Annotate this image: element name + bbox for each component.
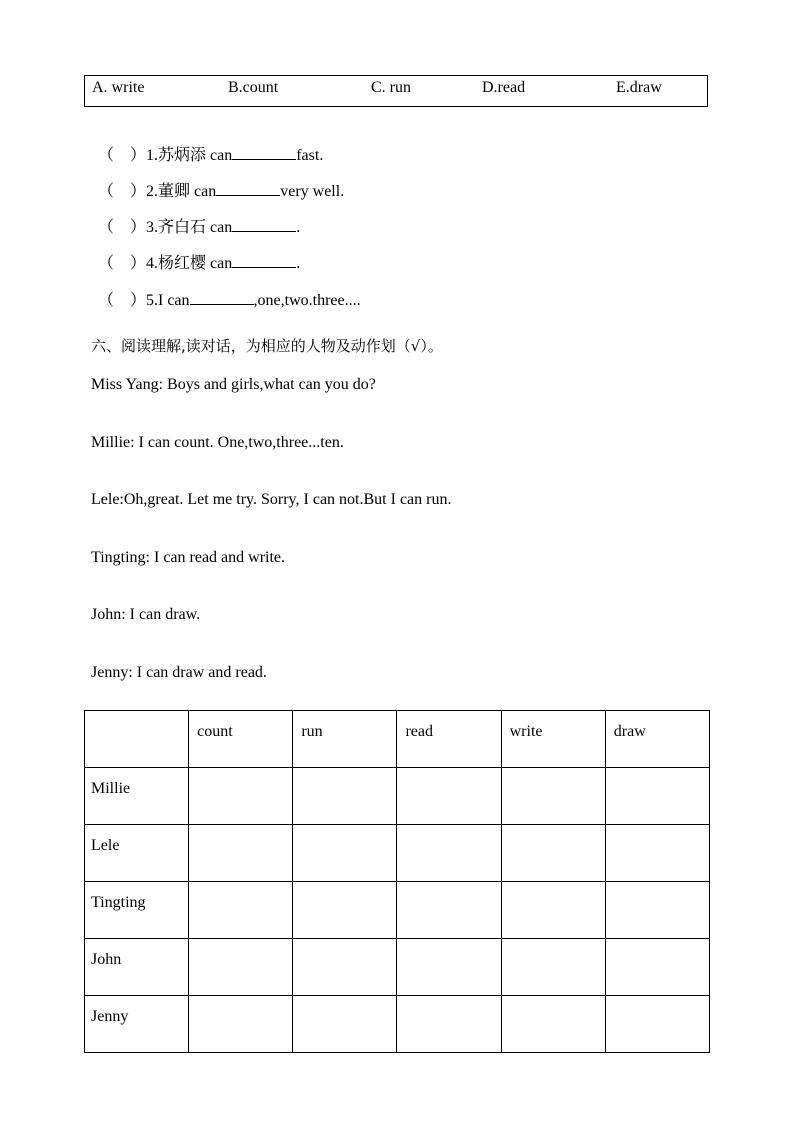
answer-paren[interactable]: （ ） <box>98 219 147 236</box>
word-option: E.draw <box>616 79 662 96</box>
answer-paren[interactable]: （ ） <box>98 147 147 164</box>
word-option: B.count <box>228 79 279 96</box>
check-cell[interactable] <box>189 825 293 882</box>
dialogue-line: Millie: I can count. One,two,three...ten. <box>91 434 344 451</box>
row-name-cell: Lele <box>85 825 189 882</box>
answer-table <box>84 710 710 1053</box>
answer-blank[interactable] <box>190 290 254 305</box>
table-header-cell: write <box>501 711 605 768</box>
check-cell[interactable] <box>293 768 397 825</box>
check-cell[interactable] <box>501 825 605 882</box>
check-cell[interactable] <box>501 882 605 939</box>
table-header-cell: read <box>397 711 501 768</box>
question-4 <box>98 253 300 274</box>
word-bank <box>84 75 708 107</box>
table-row <box>85 768 710 825</box>
dialogue-line: Miss Yang: Boys and girls,what can you do? <box>91 376 376 393</box>
question-3 <box>98 217 300 238</box>
question-tail: ,one,two.three.... <box>253 292 361 309</box>
word-option: C. run <box>371 79 411 96</box>
check-cell[interactable] <box>189 882 293 939</box>
question-text: 2.董卿 can <box>146 183 217 200</box>
check-cell[interactable] <box>189 939 293 996</box>
answer-blank[interactable] <box>232 145 296 160</box>
question-tail: . <box>296 255 301 272</box>
table-row <box>85 882 710 939</box>
question-5 <box>98 290 361 311</box>
word-option: A. write <box>92 79 145 96</box>
dialogue-line: Jenny: I can draw and read. <box>91 664 267 681</box>
check-cell[interactable] <box>293 996 397 1053</box>
question-2 <box>98 181 344 202</box>
check-cell[interactable] <box>397 996 501 1053</box>
check-cell[interactable] <box>293 939 397 996</box>
check-cell[interactable] <box>605 939 709 996</box>
check-cell[interactable] <box>189 768 293 825</box>
answer-paren[interactable]: （ ） <box>98 183 147 200</box>
answer-blank[interactable] <box>232 253 296 268</box>
question-tail: . <box>296 219 301 236</box>
table-header-row <box>85 711 710 768</box>
check-cell[interactable] <box>397 825 501 882</box>
check-cell[interactable] <box>605 996 709 1053</box>
answer-blank[interactable] <box>216 181 280 196</box>
question-tail: very well. <box>280 183 345 200</box>
question-text: 5.I can <box>146 292 190 309</box>
row-name-cell: Tingting <box>85 882 189 939</box>
dialogue-line: John: I can draw. <box>91 606 201 623</box>
table-header-cell: draw <box>605 711 709 768</box>
check-cell[interactable] <box>397 768 501 825</box>
table-row <box>85 996 710 1053</box>
question-1 <box>98 145 323 166</box>
question-text: 3.齐白石 can <box>146 219 233 236</box>
check-cell[interactable] <box>397 882 501 939</box>
table-header-cell: run <box>293 711 397 768</box>
check-cell[interactable] <box>501 996 605 1053</box>
check-cell[interactable] <box>605 882 709 939</box>
row-name-cell: John <box>85 939 189 996</box>
table-row <box>85 939 710 996</box>
table-header-cell <box>85 711 189 768</box>
check-cell[interactable] <box>501 939 605 996</box>
check-cell[interactable] <box>189 996 293 1053</box>
row-name-cell: Millie <box>85 768 189 825</box>
question-text: 1.苏炳添 can <box>146 147 233 164</box>
check-cell[interactable] <box>293 825 397 882</box>
dialogue-line: Tingting: I can read and write. <box>91 549 286 566</box>
check-cell[interactable] <box>397 939 501 996</box>
check-cell[interactable] <box>605 768 709 825</box>
check-cell[interactable] <box>501 768 605 825</box>
question-text: 4.杨红樱 can <box>146 255 233 272</box>
check-cell[interactable] <box>605 825 709 882</box>
row-name-cell: Jenny <box>85 996 189 1053</box>
table-row <box>85 825 710 882</box>
section-title: 六、阅读理解,读对话，为相应的人物及动作划（√）。 <box>91 337 443 355</box>
dialogue-line: Lele:Oh,great. Let me try. Sorry, I can not.But I can run. <box>91 491 452 508</box>
table-header-cell: count <box>189 711 293 768</box>
word-option: D.read <box>482 79 526 96</box>
answer-blank[interactable] <box>232 217 296 232</box>
answer-paren[interactable]: （ ） <box>98 292 147 309</box>
check-cell[interactable] <box>293 882 397 939</box>
answer-paren[interactable]: （ ） <box>98 255 147 272</box>
question-tail: fast. <box>296 147 324 164</box>
